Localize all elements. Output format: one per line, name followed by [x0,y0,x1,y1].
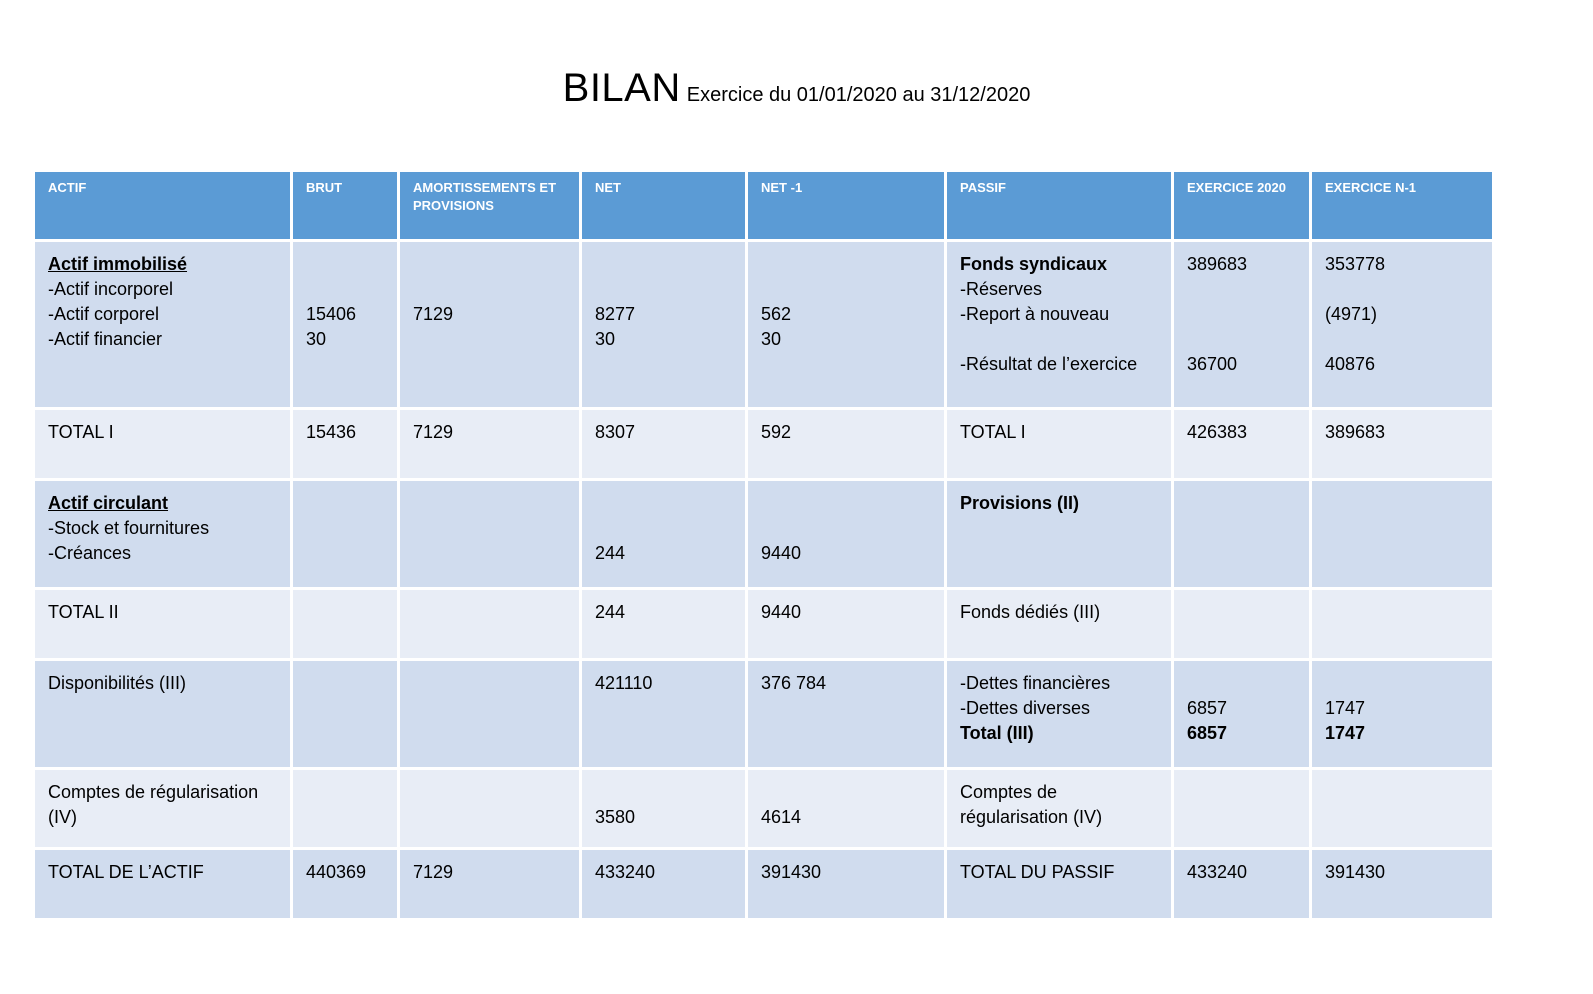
table-row-grand-total [34,849,1494,920]
row-label: -Actif financier [48,329,163,349]
header-net: NET [581,171,747,241]
total-value: 9440 [747,589,946,660]
cell-net [581,241,747,409]
value: 7129 [413,304,454,324]
cell-exercice-2020 [1173,660,1311,769]
value: 30 [595,329,616,349]
cell-exercice-2020 [1173,480,1311,589]
cell-actif-circulant [34,480,292,589]
total-value: 426383 [1173,409,1311,480]
cell-brut [292,660,399,769]
value: 8277 [595,304,636,324]
title-subtitle: Exercice du 01/01/2020 au 31/12/2020 [686,84,1031,106]
total-value: 6857 [1187,723,1228,743]
total-label: TOTAL I [946,409,1173,480]
total-value: 391430 [1311,849,1494,920]
row-label: Comptes de [960,782,1058,802]
total-value: 433240 [581,849,747,920]
cell-exercice-n-1 [1311,241,1494,409]
cell-exercice-2020 [1173,589,1311,660]
total-value: 8307 [581,409,747,480]
cell-amort [399,589,581,660]
value: 389683 [1187,254,1248,274]
row-label: Disponibilités (III) [34,660,292,769]
row-label: -Résultat de l’exercice [960,354,1138,374]
cell-exercice-n-1 [1311,589,1494,660]
section-heading: Fonds dédiés (III) [946,589,1173,660]
value: 3580 [595,807,636,827]
table-row [34,660,1494,769]
value: 353778 [1325,254,1386,274]
table-row [34,769,1494,849]
table-row [34,241,1494,409]
cell-fonds-syndicaux [946,241,1173,409]
row-label: -Actif corporel [48,304,160,324]
value: 36700 [1187,354,1238,374]
cell-net [581,769,747,849]
total-label: TOTAL DU PASSIF [946,849,1173,920]
section-heading: Provisions (II) [960,493,1080,513]
cell-provisions [946,480,1173,589]
value: 376 784 [747,660,946,769]
total-label: TOTAL II [34,589,292,660]
value: 9440 [761,543,802,563]
header-exercice-n-1: EXERCICE N-1 [1311,171,1494,241]
cell-brut [292,241,399,409]
value: 562 [761,304,792,324]
header-exercice-2020: EXERCICE 2020 [1173,171,1311,241]
cell-brut [292,480,399,589]
cell-exercice-n-1 [1311,660,1494,769]
row-label: -Dettes diverses [960,698,1091,718]
cell-actif-immobilise [34,241,292,409]
value: 6857 [1187,698,1228,718]
table-row-total-i [34,409,1494,480]
value: 244 [595,543,626,563]
total-value: 391430 [747,849,946,920]
cell-exercice-2020 [1173,769,1311,849]
value: 4614 [761,807,802,827]
table-row [34,480,1494,589]
row-label: -Réserves [960,279,1043,299]
document-title [0,66,1593,111]
cell-amort [399,480,581,589]
cell-net-1 [747,769,946,849]
cell-net-1 [747,241,946,409]
value: 30 [761,329,782,349]
cell-brut [292,769,399,849]
cell-brut [292,589,399,660]
cell-net-1 [747,480,946,589]
value: 15406 [306,304,357,324]
row-label: -Actif incorporel [48,279,174,299]
cell-exercice-n-1 [1311,769,1494,849]
row-label: -Report à nouveau [960,304,1110,324]
section-heading: Fonds syndicaux [960,254,1108,274]
cell-dettes [946,660,1173,769]
total-value: 592 [747,409,946,480]
row-label: Comptes de régularisation [48,782,259,802]
header-net-1: NET -1 [747,171,946,241]
row-label: -Créances [48,543,132,563]
balance-sheet-table [32,169,1495,921]
cell-exercice-n-1 [1311,480,1494,589]
cell-exercice-2020 [1173,241,1311,409]
table-row-total-ii [34,589,1494,660]
cell-amort [399,241,581,409]
cell-comptes-regularisation-passif [946,769,1173,849]
total-value: 7129 [399,409,581,480]
value: (4971) [1325,304,1378,324]
total-label: TOTAL DE L’ACTIF [34,849,292,920]
header-passif: PASSIF [946,171,1173,241]
cell-comptes-regularisation [34,769,292,849]
row-label: (IV) [48,807,77,827]
title-main: BILAN [562,66,681,110]
header-actif: ACTIF [34,171,292,241]
row-label: -Stock et fournitures [48,518,210,538]
value: 40876 [1325,354,1376,374]
value: 30 [306,329,327,349]
total-value: 1747 [1325,723,1366,743]
header-amortissements: AMORTISSEMENTS ET PROVISIONS [399,171,581,241]
row-label: -Dettes financières [960,673,1111,693]
total-label: Total (III) [960,723,1034,743]
total-value: 389683 [1311,409,1494,480]
cell-amort [399,769,581,849]
total-value: 433240 [1173,849,1311,920]
section-heading: Actif immobilisé [48,254,188,274]
cell-amort [399,660,581,769]
header-row [34,171,1494,241]
total-value: 15436 [292,409,399,480]
total-value: 7129 [399,849,581,920]
value: 421110 [581,660,747,769]
total-value: 440369 [292,849,399,920]
total-label: TOTAL I [34,409,292,480]
total-value: 244 [581,589,747,660]
header-brut: BRUT [292,171,399,241]
section-heading: Actif circulant [48,493,169,513]
value: 1747 [1325,698,1366,718]
cell-net [581,480,747,589]
row-label: régularisation (IV) [960,807,1103,827]
